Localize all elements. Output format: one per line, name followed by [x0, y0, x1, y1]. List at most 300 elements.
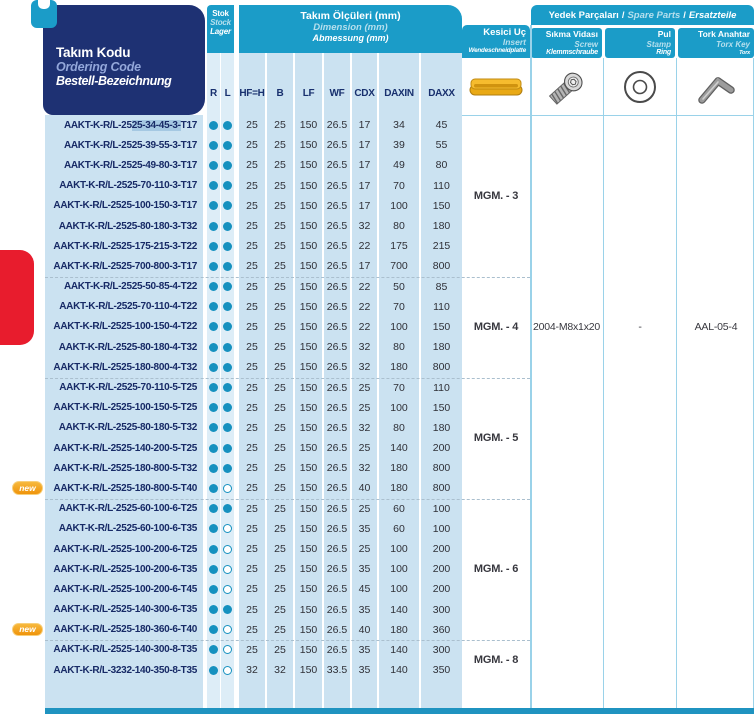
dim-b: 25 [274, 199, 286, 212]
new-badge: new [12, 481, 43, 495]
stock-dot-l [221, 337, 234, 357]
separator: / [683, 9, 686, 21]
stock-dot-l [221, 398, 234, 418]
dim-daxin: 39 [393, 139, 405, 152]
table-row [45, 398, 462, 418]
table-row [45, 135, 462, 155]
stock-dot-r [207, 620, 220, 640]
spare-parts-banner [531, 5, 754, 25]
dim-daxx: 180 [432, 421, 451, 434]
dim-wf: 26.5 [326, 179, 348, 192]
dim-daxin: 60 [393, 522, 405, 535]
dim-lf: 150 [299, 603, 318, 616]
dim-daxin: 100 [390, 320, 408, 333]
table-row [45, 357, 462, 377]
ordering-code[interactable]: AAKT-K-R/L-2525-80-180-3-T32 [58, 220, 197, 232]
stock-dot-r [207, 640, 220, 660]
dim-cdx: 40 [358, 482, 371, 495]
dim-cdx: 32 [358, 341, 371, 354]
dim-hfh: 25 [246, 623, 258, 636]
table-row [45, 499, 462, 519]
dim-lf: 150 [299, 401, 318, 414]
dim-wf: 26.5 [326, 119, 348, 132]
ordering-code[interactable]: AAKT-K-R/L-2525-100-150-3-T17 [53, 200, 197, 212]
dim-b: 25 [274, 482, 286, 495]
grid-line [676, 58, 678, 708]
dim-b: 25 [274, 522, 286, 535]
dim-wf: 26.5 [326, 159, 348, 172]
dim-wf: 26.5 [326, 543, 348, 556]
washer-icon [605, 58, 675, 115]
stock-dot-l [221, 297, 234, 317]
insert-cell: MGM. - 6 [473, 563, 519, 576]
dim-hfh: 25 [246, 502, 258, 515]
dim-b: 25 [274, 139, 286, 152]
dim-cdx: 40 [358, 623, 371, 636]
ordering-code[interactable]: AAKT-K-R/L-2525-80-180-4-T32 [58, 341, 197, 353]
dim-daxx: 100 [432, 502, 451, 515]
table-row [45, 539, 462, 559]
torx-key-icon [678, 58, 754, 115]
spare-banner-de: Ersatzteile [688, 9, 737, 21]
dim-lf: 150 [299, 119, 318, 132]
dim-b: 25 [274, 320, 286, 333]
dim-cdx: 32 [358, 462, 371, 475]
dim-hfh: 25 [246, 320, 258, 333]
insert-cell: MGM. - 5 [473, 432, 519, 445]
dim-daxx: 300 [432, 603, 451, 616]
table-row [45, 418, 462, 438]
torx-header-tr: Tork Anahtar [698, 29, 750, 39]
dim-daxin: 60 [393, 502, 405, 515]
table-row [45, 196, 462, 216]
dim-lf: 150 [299, 280, 318, 293]
dim-daxx: 150 [432, 320, 451, 333]
dim-hfh: 25 [246, 442, 258, 455]
dimensions-header-de: Abmessung (mm) [312, 33, 389, 43]
table-row [45, 438, 462, 458]
dim-cdx: 35 [358, 563, 371, 576]
dim-b: 25 [274, 442, 286, 455]
table-row [45, 216, 462, 236]
table-row [45, 458, 462, 478]
dim-lf: 150 [299, 159, 318, 172]
screw-header-de: Klemmschraube [546, 48, 598, 56]
table-row [45, 155, 462, 175]
stock-dot-l [221, 317, 234, 337]
torx-header-en: Torx Key [716, 39, 750, 49]
dim-daxx: 800 [432, 462, 451, 475]
dim-daxx: 100 [432, 522, 451, 535]
insert-header-tr: Kesici Uç [483, 27, 526, 38]
dim-cdx: 35 [358, 664, 371, 677]
dim-daxin: 49 [393, 159, 405, 172]
dim-daxin: 34 [393, 119, 405, 132]
dim-wf: 26.5 [326, 139, 348, 152]
dim-cdx: 22 [358, 240, 371, 253]
table-row [45, 377, 462, 397]
dim-b: 25 [274, 280, 286, 293]
dim-b: 25 [274, 583, 286, 596]
dim-daxin: 140 [390, 603, 408, 616]
stock-dot-r [207, 499, 220, 519]
insert-header-de: Wendeschneidplatte [468, 47, 526, 54]
ordering-code[interactable]: AAKT-K-R/L-2525-175-215-3-T22 [53, 240, 197, 252]
dim-daxin: 80 [393, 341, 405, 354]
dim-daxin: 140 [390, 643, 408, 656]
dim-daxx: 150 [432, 401, 451, 414]
stock-dot-l [221, 176, 234, 196]
title-de: Bestell-Bezeichnung [56, 74, 172, 88]
dim-wf: 26.5 [326, 421, 348, 434]
stock-header-de: Lager [210, 27, 231, 36]
dim-hfh: 25 [246, 361, 258, 374]
stock-dot-l [221, 377, 234, 397]
stock-dot-l [221, 256, 234, 276]
dim-daxin: 80 [393, 421, 405, 434]
stock-dot-l [221, 216, 234, 236]
table-row [19, 478, 462, 498]
ordering-code[interactable]: AAKT-K-R/L-2525-180-360-6-T40 [53, 624, 197, 636]
dim-daxx: 800 [432, 482, 451, 495]
dim-hfh: 25 [246, 220, 258, 233]
dimensions-header-en: Dimension (mm) [313, 22, 388, 33]
table-row [45, 115, 462, 135]
stock-dot-l [221, 519, 234, 539]
stock-dot-r [207, 438, 220, 458]
column-header-wf: WF [329, 87, 345, 99]
ordering-code[interactable]: AAKT-K-R/L-2525-100-150-5-T25 [53, 402, 197, 414]
dim-cdx: 25 [358, 401, 371, 414]
dim-wf: 26.5 [326, 361, 348, 374]
dim-daxx: 55 [435, 139, 448, 152]
stock-header-en: Stock [210, 18, 231, 27]
dim-daxin: 100 [390, 401, 408, 414]
ordering-code[interactable]: AAKT-K-R/L-2525-80-180-5-T32 [58, 422, 197, 434]
washer-header-de: Ring [656, 48, 671, 56]
dim-daxx: 215 [432, 240, 451, 253]
dim-b: 25 [274, 623, 286, 636]
insert-header [462, 25, 530, 58]
dim-b: 25 [274, 381, 286, 394]
stock-dot-l [221, 277, 234, 297]
dim-cdx: 17 [358, 179, 371, 192]
stock-dot-l [221, 660, 234, 680]
dim-lf: 150 [299, 502, 318, 515]
dim-daxx: 110 [433, 381, 450, 394]
stock-dot-l [221, 600, 234, 620]
dim-hfh: 32 [246, 664, 258, 677]
dim-lf: 150 [299, 320, 318, 333]
dim-cdx: 22 [358, 280, 371, 293]
screw-header-tr: Sıkma Vidası [545, 29, 598, 39]
spare-banner-tr: Yedek Parçaları [548, 9, 619, 21]
ordering-code[interactable]: AAKT-K-R/L-2525-50-85-4-T22 [63, 281, 197, 293]
dim-hfh: 25 [246, 543, 258, 556]
stock-dot-r [207, 135, 220, 155]
dim-lf: 150 [299, 623, 318, 636]
dim-hfh: 25 [246, 119, 258, 132]
table-row [45, 559, 462, 579]
dim-daxx: 800 [432, 361, 451, 374]
dim-hfh: 25 [246, 482, 258, 495]
dim-wf: 26.5 [326, 643, 348, 656]
dim-daxx: 80 [435, 159, 448, 172]
table-row [45, 640, 462, 660]
dim-hfh: 25 [246, 240, 258, 253]
ordering-code[interactable]: AAKT-K-R/L-2525-100-150-4-T22 [53, 321, 197, 333]
dim-lf: 150 [299, 179, 318, 192]
dim-lf: 150 [299, 522, 318, 535]
dim-lf: 150 [299, 664, 318, 677]
dim-wf: 26.5 [326, 462, 348, 475]
dim-cdx: 25 [358, 502, 371, 515]
stock-dot-l [221, 559, 234, 579]
dim-cdx: 35 [358, 643, 371, 656]
dim-wf: 26.5 [326, 260, 348, 273]
ordering-code[interactable]: AAKT-K-R/L-2525-39-55-3-T17 [63, 139, 197, 151]
dim-cdx: 35 [358, 603, 371, 616]
column-header-lf: LF [302, 87, 315, 99]
dim-wf: 26.5 [326, 240, 348, 253]
stock-dot-r [207, 660, 220, 680]
stock-dot-l [221, 135, 234, 155]
dim-daxin: 180 [390, 482, 408, 495]
table-row [45, 660, 462, 680]
dim-daxin: 80 [393, 220, 405, 233]
dim-wf: 26.5 [326, 341, 348, 354]
dim-cdx: 45 [358, 583, 371, 596]
stock-dot-r [207, 176, 220, 196]
dim-daxin: 700 [390, 260, 408, 273]
stock-dot-r [207, 579, 220, 599]
spare-banner-en: Spare Parts [627, 9, 681, 21]
dim-lf: 150 [299, 563, 318, 576]
stock-dot-r [207, 600, 220, 620]
grid-line [753, 58, 755, 708]
ordering-code[interactable]: AAKT-K-R/L-2525-70-110-5-T25 [59, 382, 197, 394]
new-badge: new [12, 623, 43, 637]
dim-daxx: 110 [433, 179, 450, 192]
dim-cdx: 17 [358, 199, 371, 212]
dim-lf: 150 [299, 220, 318, 233]
dim-hfh: 25 [246, 159, 258, 172]
stock-dot-r [207, 418, 220, 438]
ordering-code[interactable]: AAKT-K-R/L-2525-140-200-5-T25 [53, 442, 197, 454]
dim-daxx: 360 [432, 623, 451, 636]
dim-daxin: 140 [390, 442, 408, 455]
dim-daxin: 50 [393, 280, 405, 293]
dim-daxx: 180 [432, 220, 451, 233]
dim-lf: 150 [299, 300, 318, 313]
insert-header-en: Insert [502, 37, 526, 47]
dim-daxin: 100 [390, 543, 408, 556]
dim-b: 25 [274, 179, 286, 192]
ordering-code[interactable]: AAKT-K-R/L-25 25-34-45-3- T17 [63, 119, 197, 131]
title-tr: Takım Kodu [56, 45, 131, 60]
dim-daxx: 110 [433, 300, 450, 313]
ordering-code[interactable]: AAKT-K-R/L-2525-70-110-4-T22 [59, 301, 197, 313]
dim-hfh: 25 [246, 179, 258, 192]
red-tab-marker [0, 250, 34, 345]
dim-lf: 150 [299, 341, 318, 354]
ordering-code[interactable]: AAKT-K-R/L-2525-60-100-6-T25 [58, 503, 197, 515]
dim-daxin: 140 [390, 664, 408, 677]
dim-daxx: 800 [432, 260, 451, 273]
corner-clamp-icon [31, 0, 57, 28]
stock-dot-r [207, 398, 220, 418]
stock-dot-l [221, 418, 234, 438]
dim-wf: 26.5 [326, 482, 348, 495]
dim-hfh: 25 [246, 381, 258, 394]
dim-lf: 150 [299, 381, 318, 394]
ordering-code[interactable]: AAKT-K-R/L-3232-140-350-8-T35 [53, 664, 197, 676]
column-header-cdx: CDX [354, 87, 375, 99]
ordering-code[interactable]: AAKT-K-R/L-2525-140-300-8-T35 [53, 644, 197, 656]
column-header-daxin: DAXIN [384, 87, 414, 99]
grid-line [530, 25, 532, 708]
dim-cdx: 25 [358, 381, 371, 394]
torx-header-de: Torx Innensechskantschlüssel [687, 49, 750, 64]
table-row [45, 337, 462, 357]
dim-lf: 150 [299, 462, 318, 475]
ordering-code[interactable]: AAKT-K-R/L-2525-100-200-6-T35 [53, 563, 197, 575]
dim-cdx: 32 [358, 421, 371, 434]
dim-cdx: 32 [358, 220, 371, 233]
group-separator [45, 277, 530, 278]
screw-icon [531, 58, 602, 115]
stock-dot-l [221, 620, 234, 640]
dim-daxin: 70 [393, 300, 405, 313]
ordering-code[interactable]: AAKT-K-R/L-2525-140-300-6-T35 [53, 604, 197, 616]
torx-key-header [678, 28, 754, 64]
dim-hfh: 25 [246, 563, 258, 576]
ordering-code[interactable]: AAKT-K-R/L-2525-49-80-3-T17 [63, 159, 197, 171]
dim-hfh: 25 [246, 522, 258, 535]
dim-daxx: 150 [432, 199, 451, 212]
stock-dot-r [207, 377, 220, 397]
stock-dot-r [207, 539, 220, 559]
text-selection: 25-34-45-3- [131, 119, 181, 131]
ordering-code[interactable]: AAKT-K-R/L-2525-60-100-6-T35 [58, 523, 197, 535]
dim-wf: 26.5 [326, 300, 348, 313]
dim-wf: 26.5 [326, 381, 348, 394]
dim-b: 25 [274, 220, 286, 233]
dim-lf: 150 [299, 482, 318, 495]
stock-dot-r [207, 155, 220, 175]
dim-b: 25 [274, 603, 286, 616]
dim-cdx: 17 [358, 159, 371, 172]
stock-dot-r [207, 115, 220, 135]
dim-b: 25 [274, 563, 286, 576]
dim-cdx: 32 [358, 361, 371, 374]
dim-hfh: 25 [246, 280, 258, 293]
dim-daxin: 175 [390, 240, 408, 253]
dim-daxin: 180 [390, 462, 408, 475]
dim-b: 25 [274, 240, 286, 253]
table-row [45, 236, 462, 256]
ordering-code[interactable]: AAKT-K-R/L-2525-100-200-6-T25 [53, 543, 197, 555]
dim-b: 25 [274, 643, 286, 656]
rows-layer [19, 115, 462, 680]
stock-dot-l [221, 115, 234, 135]
stock-dot-r [207, 458, 220, 478]
dim-daxin: 100 [390, 563, 408, 576]
table-row [45, 317, 462, 337]
dim-lf: 150 [299, 139, 318, 152]
screw-header [531, 28, 602, 58]
dim-b: 25 [274, 341, 286, 354]
dim-lf: 150 [299, 543, 318, 556]
table-row [45, 176, 462, 196]
stock-header [207, 5, 234, 53]
dim-hfh: 25 [246, 583, 258, 596]
dim-daxin: 100 [390, 583, 408, 596]
dim-wf: 26.5 [326, 280, 348, 293]
dim-hfh: 25 [246, 462, 258, 475]
stock-dot-l [221, 236, 234, 256]
stock-dot-l [221, 640, 234, 660]
stock-dot-l [221, 539, 234, 559]
stock-dot-r [207, 277, 220, 297]
washer-header-tr: Pul [657, 29, 671, 39]
dim-daxx: 200 [432, 583, 451, 596]
dim-daxin: 70 [393, 179, 405, 192]
washer-part-number: - [638, 321, 642, 333]
stock-dot-r [207, 559, 220, 579]
group-separator [45, 378, 530, 379]
stock-dot-l [221, 478, 234, 498]
dim-daxin: 180 [390, 623, 408, 636]
screw-part-number: 2004-M8x1x20 [532, 321, 601, 333]
dim-daxx: 85 [435, 280, 448, 293]
insert-cell: MGM. - 8 [473, 654, 519, 667]
stock-dot-r [207, 236, 220, 256]
dim-lf: 150 [299, 361, 318, 374]
stock-dot-l [221, 499, 234, 519]
dim-b: 25 [274, 462, 286, 475]
dim-wf: 26.5 [326, 199, 348, 212]
ordering-code[interactable]: AAKT-K-R/L-2525-180-800-4-T32 [53, 361, 197, 373]
dim-wf: 26.5 [326, 401, 348, 414]
dim-b: 25 [274, 421, 286, 434]
stock-dot-l [221, 458, 234, 478]
insert-icon [462, 58, 530, 115]
dim-hfh: 25 [246, 603, 258, 616]
dim-lf: 150 [299, 260, 318, 273]
stock-dot-r [207, 297, 220, 317]
stock-header-tr: Stok [212, 9, 229, 18]
column-header-hfh: HF=H [239, 87, 265, 99]
ordering-code[interactable]: AAKT-K-R/L-2525-180-800-5-T32 [53, 462, 197, 474]
dim-cdx: 25 [358, 442, 371, 455]
dim-cdx: 22 [358, 320, 371, 333]
ordering-code[interactable]: AAKT-K-R/L-2525-70-110-3-T17 [59, 180, 197, 192]
ordering-code[interactable]: AAKT-K-R/L-2525-100-200-6-T45 [53, 583, 197, 595]
dimensions-header [239, 5, 462, 53]
insert-cell: MGM. - 4 [473, 321, 519, 334]
dim-b: 25 [274, 119, 286, 132]
dim-b: 25 [274, 159, 286, 172]
dim-hfh: 25 [246, 199, 258, 212]
ordering-code[interactable]: AAKT-K-R/L-2525-180-800-5-T40 [53, 482, 197, 494]
dim-hfh: 25 [246, 139, 258, 152]
stock-dot-r [207, 337, 220, 357]
ordering-code[interactable]: AAKT-K-R/L-2525-700-800-3-T17 [53, 260, 197, 272]
dim-wf: 26.5 [326, 522, 348, 535]
dim-daxx: 350 [432, 664, 451, 677]
screw-header-en: Screw [574, 39, 598, 49]
